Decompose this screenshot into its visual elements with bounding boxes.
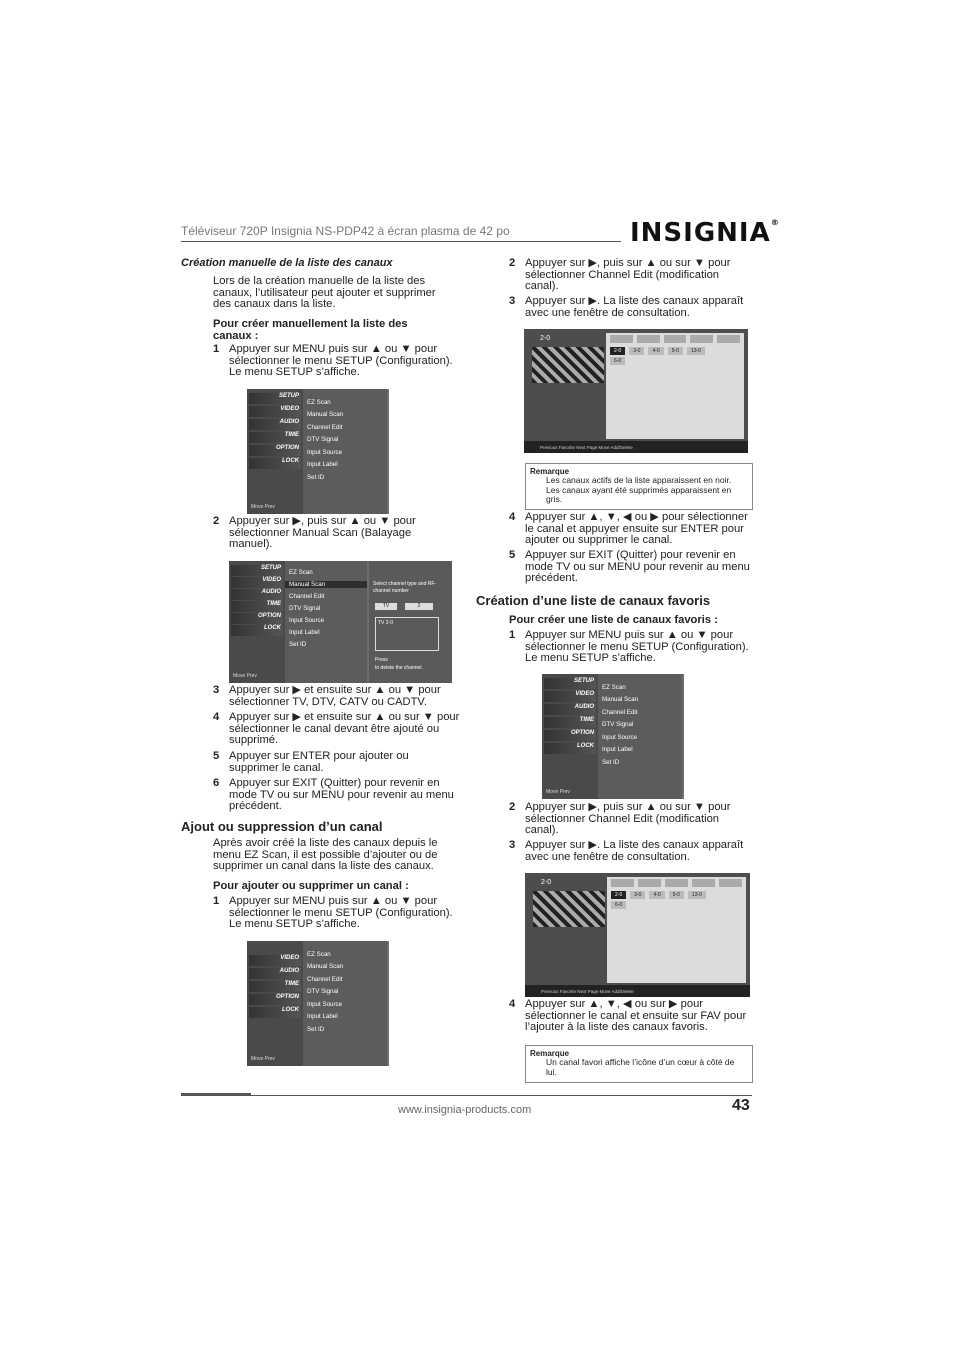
brand-logo: INSIGNIA®: [630, 218, 780, 248]
page-number: 43: [732, 1097, 750, 1114]
fav-step-1: 1 Appuyer sur MENU puis sur ▲ ou ▼ pour sélectionner le menu SETUP (Configuration). Le menu SETUP s’affiche.: [509, 629, 749, 664]
intro-paragraph: Lors de la création manuelle de la liste des canaux, l’utilisateur peut ajouter et supprimer des canaux dans la liste.: [213, 275, 436, 310]
header-rule: [181, 241, 621, 242]
step-3: 3 Appuyer sur ▶ et ensuite sur ▲ ou ▼ pour sélectionner TV, DTV, CATV ou CADTV.: [213, 684, 441, 708]
note-box-1: Remarque Les canaux actifs de la liste apparaissent en noir. Les canaux ayant été supprimés apparaissent en gris.: [525, 463, 753, 510]
step-4-right: 4 Appuyer sur ▲, ▼, ◀ ou ▶ pour sélectionner le canal et appuyer ensuite sur ENTER pour ajouter ou supprimer le canal.: [509, 511, 748, 546]
setup-menu-screenshot: SETUP VIDEO AUDIO TIME OPTION LOCK EZ Scan Manual Scan Channel Edit DTV Signal Input Source Input Label Set ID Move Prev: [247, 389, 389, 514]
fav-step-4: 4 Appuyer sur ▲, ▼, ◀ ou sur ▶ pour sélectionner le canal et ensuite sur FAV pour l’ajouter à la liste des canaux favoris.: [509, 998, 747, 1033]
step-1b: 1 Appuyer sur MENU puis sur ▲ ou ▼ pour sélectionner le menu SETUP (Configuration). Le menu SETUP s’affiche.: [213, 895, 453, 930]
channel-list-screenshot: 2-0 2-0 3-0 4-0 5-0 13-0 6-0 Previous Favorite Next Page Move Add/Delete: [524, 329, 748, 453]
section-title-favorites: Création d’une liste de canaux favoris: [476, 593, 711, 608]
fav-step-3: 3 Appuyer sur ▶. La liste des canaux apparaît avec une fenêtre de consultation.: [509, 839, 744, 863]
footer-url: www.insignia-products.com: [398, 1104, 532, 1116]
step-4: 4 Appuyer sur ▶ et ensuite sur ▲ ou sur ▼ pour sélectionner le canal devant être ajouté ou supprimé.: [213, 711, 460, 746]
step-1: 1 Appuyer sur MENU puis sur ▲ ou ▼ pour sélectionner le menu SETUP (Configuration). Le menu SETUP s’affiche.: [213, 343, 453, 378]
step-2: 2 Appuyer sur ▶, puis sur ▲ ou ▼ pour sélectionner Manual Scan (Balayage manuel).: [213, 515, 416, 550]
subheading-favorites: Pour créer une liste de canaux favoris :: [509, 614, 718, 626]
subheading-create-list: Pour créer manuellement la liste des canaux :: [213, 318, 408, 342]
step-6: 6 Appuyer sur EXIT (Quitter) pour revenir en mode TV ou sur MENU pour revenir au menu précédent.: [213, 777, 454, 812]
header-title: Téléviseur 720P Insignia NS-PDP42 à écran plasma de 42 po: [181, 224, 510, 238]
section-title-manual-list: Création manuelle de la liste des canaux: [181, 257, 393, 269]
note-box-2: Remarque Un canal favori affiche l’icône d’un cœur à côté de lui.: [525, 1045, 753, 1083]
step-5: 5 Appuyer sur ENTER pour ajouter ou supprimer le canal.: [213, 750, 409, 774]
step-5-right: 5 Appuyer sur EXIT (Quitter) pour revenir en mode TV ou sur MENU pour revenir au menu précédent.: [509, 549, 750, 584]
channel-list-screenshot-2: 2-0 2-0 3-0 4-0 5-0 13-0 6-0 Previous Favorite Next Page Move Add/Delete: [525, 873, 750, 997]
step-3-right: 3 Appuyer sur ▶. La liste des canaux apparaît avec une fenêtre de consultation.: [509, 295, 744, 319]
section-title-add-remove: Ajout ou suppression d’un canal: [181, 819, 383, 834]
step-2-right: 2 Appuyer sur ▶, puis sur ▲ ou sur ▼ pour sélectionner Channel Edit (modification canal).: [509, 257, 731, 292]
footer-rule: [181, 1095, 752, 1096]
setup-menu-screenshot-3: SETUP VIDEO AUDIO TIME OPTION LOCK EZ Scan Manual Scan Channel Edit DTV Signal Input Source Input Label Set ID Move Prev: [542, 674, 684, 799]
setup-menu-screenshot-2: VIDEO AUDIO TIME OPTION LOCK EZ Scan Manual Scan Channel Edit DTV Signal Input Source Input Label Set ID Move Prev: [247, 941, 389, 1066]
subheading-add-remove: Pour ajouter ou supprimer un canal :: [213, 880, 409, 892]
intro-paragraph-2: Après avoir créé la liste des canaux depuis le menu EZ Scan, il est possible d’ajouter ou de supprimer un canal dans la liste des canaux.: [213, 837, 438, 872]
fav-step-2: 2 Appuyer sur ▶, puis sur ▲ ou sur ▼ pour sélectionner Channel Edit (modification canal).: [509, 801, 731, 836]
manual-scan-screenshot: SETUP VIDEO AUDIO TIME OPTION LOCK EZ Scan Manual Scan Channel Edit DTV Signal Input Source Input Label Set ID Select channel type and RF-channel number TV 2 TV 2-0 Press to delete the channel. Move Prev: [229, 561, 452, 683]
